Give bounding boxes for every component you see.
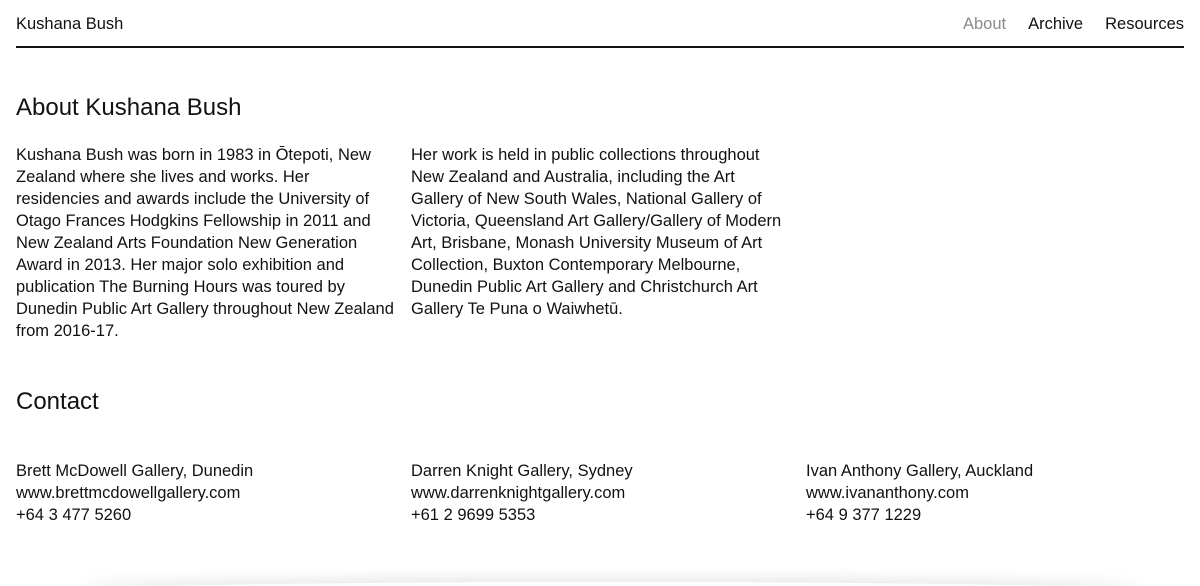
gallery-website-link[interactable]: www.darrenknightgallery.com	[411, 484, 626, 502]
about-paragraph-collections: Her work is held in public collections throughout New Zealand and Australia, including the Art Gallery of New South Wales, National Gallery of Victoria, Queensland Art Gallery/Gallery of Modern Art, Brisbane, Monash University Museum of Art Collection, Buxton Contemporary Melbourne, Dunedin Public Art Gallery and Christchurch Art Gallery Te Puna o Waiwhetū.	[411, 146, 782, 318]
gallery-phone: +61 2 9699 5353	[411, 506, 536, 524]
bottom-edge-shadow	[80, 582, 1140, 586]
gallery-website-link[interactable]: www.brettmcdowellgallery.com	[16, 484, 241, 502]
gallery-name: Darren Knight Gallery, Sydney	[411, 462, 633, 480]
contact-card-dunedin	[16, 460, 411, 526]
site-header	[16, 0, 1184, 48]
about-section	[16, 144, 806, 342]
gallery-name: Ivan Anthony Gallery, Auckland	[806, 462, 1034, 480]
site-title-link[interactable]: Kushana Bush	[16, 15, 124, 33]
nav-archive[interactable]: Archive	[1028, 15, 1084, 33]
contact-heading: Contact	[16, 388, 99, 415]
gallery-website-link[interactable]: www.ivananthony.com	[806, 484, 969, 502]
gallery-phone: +64 3 477 5260	[16, 506, 132, 524]
nav-resources[interactable]: Resources	[1105, 15, 1184, 33]
about-paragraph-bio: Kushana Bush was born in 1983 in Ōtepoti, New Zealand where she lives and works. Her residencies and awards include the University of Otago Frances Hodgkins Fellowship in 2011 and New Zealand Arts Foundation New Generation Award in 2013. Her major solo exhibition and publication The Burning Hours was toured by Dunedin Public Art Gallery throughout New Zealand from 2016-17.	[16, 146, 394, 340]
contact-card-sydney	[411, 460, 806, 526]
main-nav	[963, 12, 1184, 34]
about-heading: About Kushana Bush	[16, 94, 242, 121]
nav-about[interactable]: About	[962, 15, 1007, 33]
contact-section	[16, 460, 1200, 526]
gallery-name: Brett McDowell Gallery, Dunedin	[16, 462, 254, 480]
contact-card-auckland	[806, 460, 1200, 526]
gallery-phone: +64 9 377 1229	[806, 506, 922, 524]
